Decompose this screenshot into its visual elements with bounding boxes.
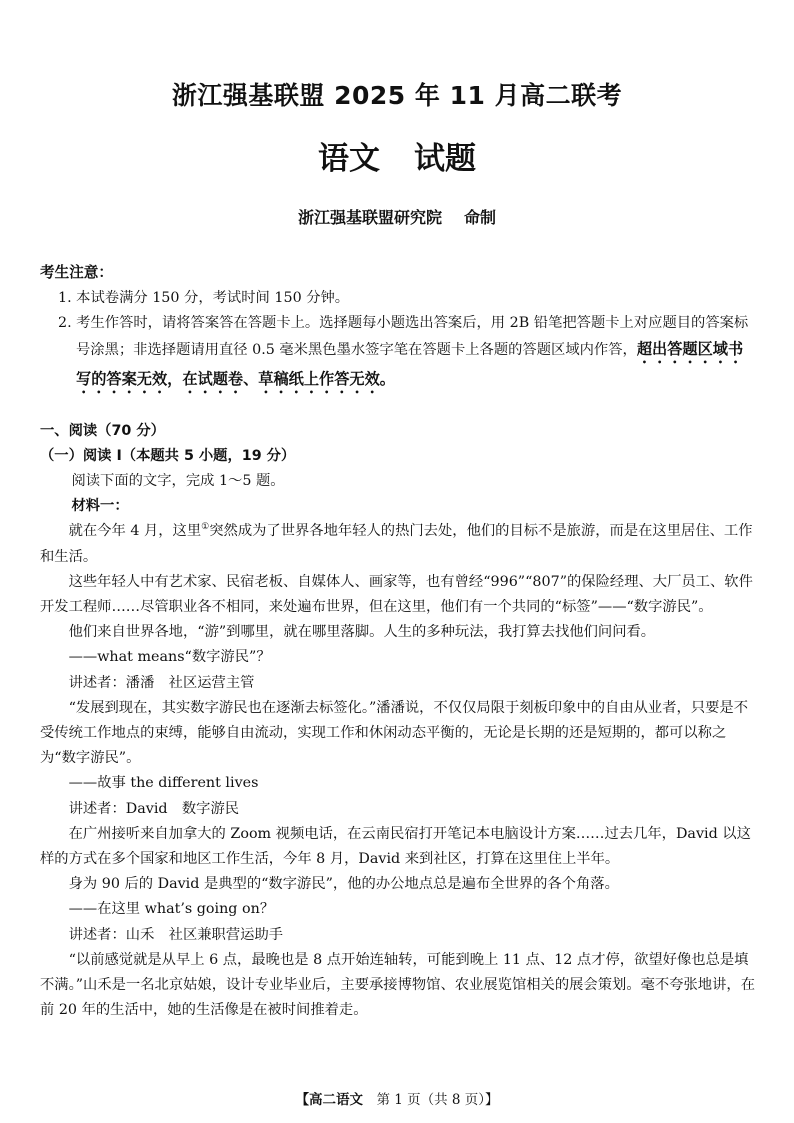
exam-title: 浙江强基联盟 2025 年 11 月高二联考	[171, 81, 623, 110]
exam-label: 试题	[414, 141, 476, 177]
subsection-title: （一）阅读 Ⅰ（本题共 5 小题，19 分）	[40, 447, 296, 464]
paragraph-5: 在广州接听来自加拿大的 Zoom 视频电话，在云南民宿打开笔记本电脑设计方案……过去几年，David 以这样的方式在多个国家和地区工作生活，今年 8 月，David 来到社区，打算在这里住上半年。	[40, 825, 751, 868]
subject-name: 语文	[318, 141, 380, 177]
speaker-3: 讲述者：山禾 社区兼职营运助手	[68, 926, 284, 943]
paragraph-3: 他们来自世界各地，“游”到哪里，就在哪里落脚。人生的多种玩法，我打算去找他们问问看。	[68, 624, 656, 641]
section-title: 一、阅读（70 分）	[40, 422, 165, 439]
speaker-2: 讲述者：David 数字游民	[68, 800, 240, 817]
notice-item-2-emphasis: 超出答题区域书写的答案无效，在试题卷、草稿纸上作答无效。	[76, 339, 744, 388]
organizer-name: 浙江强基联盟研究院	[297, 208, 442, 227]
paragraph-1	[40, 519, 756, 569]
heading-1: ——what means“数字游民”？	[68, 649, 271, 666]
organizer	[0, 205, 794, 228]
notice-item-1: 1. 本试卷满分 150 分，考试时间 150 分钟。	[58, 290, 350, 307]
paragraph-7: “以前感觉就是从早上 6 点，最晚也是 8 点开始连轴转，可能到晚上 11 点、12 点才停，欲望好像也总是填不满。”山禾是一名北京姑娘，设计专业毕业后，主要承接博物馆、农业展览馆相关的展会策划。毫不夸张地讲，在前 20 年的生活中，她的生活像是在被时间推着走。	[40, 951, 755, 1019]
notice-item-2-text: 2. 考生作答时，请将答案答在答题卡上。选择题每小题选出答案后，用 2B 铅笔把答题卡上对应题目的答案标号涂黑；非选择题请用直径 0.5 毫米黑色墨水签字笔在答题卡上各题的答题区域内作答，	[58, 315, 749, 358]
instruction: 阅读下面的文字，完成 1～5 题。	[71, 473, 285, 490]
paragraph-1-a: 就在今年 4 月，这里	[68, 523, 202, 540]
speaker-1: 讲述者：潘潘 社区运营主管	[68, 674, 255, 691]
paragraph-2: 这些年轻人中有艺术家、民宿老板、自媒体人、画家等，也有曾经“996”“807”的保险经理、大厂员工、软件开发工程师……尽管职业各不相同，来处遍布世界，但在这里，他们有一个共同的“标签”——“数字游民”。	[40, 573, 753, 616]
organizer-made: 命制	[464, 208, 497, 227]
footnote-marker: ①	[201, 522, 210, 533]
page-footer	[0, 1088, 794, 1108]
heading-3: ——在这里 what’s going on？	[68, 901, 275, 918]
notice-title: 考生注意：	[40, 264, 113, 281]
paragraph-1-b: 突然成为了世界各地年轻人的热门去处，他们的目标不是旅游，而是在这里居住、工作和生活。	[40, 523, 753, 565]
page-body	[40, 260, 756, 1023]
subject-title	[0, 133, 794, 178]
paragraph-4: “发展到现在，其实数字游民也在逐渐去标签化。”潘潘说，不仅仅局限于刻板印象中的自由从业者，只要是不受传统工作地点的束缚，能够自由流动，实现工作和休闲动态平衡的，无论是长期的还是短期的，都可以称之为“数字游民”。	[40, 699, 749, 767]
footer-subject: 【高二语文	[295, 1092, 363, 1108]
paragraph-6: 身为 90 后的 David 是典型的“数字游民”，他的办公地点总是遍布全世界的各个角落。	[68, 876, 619, 893]
material-label: 材料一：	[71, 498, 129, 515]
footer-page: 第 1 页（共 8 页）】	[376, 1092, 499, 1108]
heading-2: ——故事 the different lives	[68, 775, 259, 792]
notice-item-2	[40, 311, 756, 396]
